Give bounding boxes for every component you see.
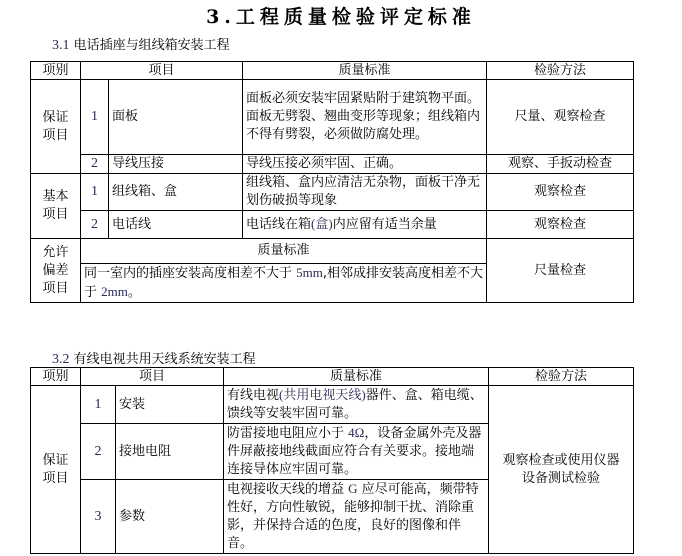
- table-row: [31, 239, 634, 264]
- table-header-row: [31, 368, 634, 386]
- standard-cell: [224, 480, 489, 554]
- standard-text: 电视接收天线的增益: [227, 482, 349, 497]
- method-cell: 尺量、观察检查: [487, 80, 634, 155]
- page-title: 3.工程质量检验评定标准: [206, 6, 476, 28]
- row-number: 3: [81, 480, 116, 554]
- category-cell: 基本项目: [31, 174, 81, 239]
- table-row: [31, 211, 634, 239]
- method-cell: 观察检查: [487, 174, 634, 211]
- category-cell: 保证项目: [31, 386, 81, 554]
- method-cell: 尺量检查: [487, 239, 634, 303]
- standard-cell: [243, 211, 487, 239]
- section-number: 3.2: [52, 352, 70, 367]
- quality-table-catv: [30, 367, 634, 554]
- item-cell: 接地电阻: [116, 424, 224, 480]
- standard-text: 电话线在箱: [246, 217, 312, 232]
- standard-text: ，设备金属外壳及器件屏蔽接地线截面应符合有关要求。接地端连接导体应牢固可靠。: [227, 426, 482, 477]
- row-number: 2: [81, 211, 109, 239]
- standard-cell: [224, 386, 489, 424]
- standard-cell: 导线压接必须牢固、正确。: [243, 155, 487, 174]
- header-category: 项别: [31, 368, 81, 386]
- table-row: [31, 155, 634, 174]
- standard-text: ,相邻成排安装高度相差不大于: [84, 266, 484, 300]
- section-title: 有线电视共用天线系统安装工程: [73, 352, 256, 367]
- row-number: 2: [81, 424, 116, 480]
- row-number: 1: [81, 386, 116, 424]
- header-item: 项目: [81, 62, 243, 80]
- table-header-row: [31, 62, 634, 80]
- row-number: 1: [81, 80, 109, 155]
- header-method: 检验方法: [489, 368, 634, 386]
- standard-text: 应尽可能高，频带特性好，方向性敏锐，能够抑制干扰、消除重影，并保持合适的色度，良好的图像和伴音。: [227, 482, 479, 551]
- standard-text: 。: [127, 285, 141, 300]
- header-category: 项别: [31, 62, 81, 80]
- standard-value: 4Ω: [348, 425, 365, 440]
- row-number: 1: [81, 174, 109, 211]
- standard-cell: 面板必须安装牢固紧贴附于建筑物平面。面板无劈裂、翘曲变形等现象；组线箱内不得有劈裂，必须做防腐处理。: [243, 80, 487, 155]
- standard-text: 内应留有适当余量: [332, 217, 437, 232]
- quality-table-telephone: [30, 61, 634, 303]
- method-cell: 观察检查或使用仪器设备测试检验: [489, 386, 634, 554]
- item-cell: 面板: [109, 80, 243, 155]
- standard-text: 有线电视: [227, 388, 280, 403]
- row-number: 2: [81, 155, 109, 174]
- table-row: [31, 386, 634, 424]
- standard-subheader: 质量标准: [81, 239, 487, 264]
- standard-cell: [81, 264, 487, 303]
- header-method: 检验方法: [487, 62, 634, 80]
- standard-text: 防雷接地电阻应小于: [227, 426, 349, 441]
- section-title: 电话插座与组线箱安装工程: [73, 38, 230, 53]
- category-cell: 允许偏差项目: [31, 239, 81, 303]
- header-item: 项目: [81, 368, 224, 386]
- item-cell: 组线箱、盒: [109, 174, 243, 211]
- section-number: 3.1: [52, 38, 70, 53]
- method-cell: 观察、手扳动检查: [487, 155, 634, 174]
- standard-text: 同一室内的插座安装高度相差不大于: [84, 266, 297, 281]
- standard-value: 2mm: [101, 284, 128, 299]
- header-standard: 质量标准: [224, 368, 489, 386]
- item-cell: 参数: [116, 480, 224, 554]
- category-cell: 保证项目: [31, 80, 81, 174]
- table-row: [31, 174, 634, 211]
- item-cell: 安装: [116, 386, 224, 424]
- method-cell: 观察检查: [487, 211, 634, 239]
- section-heading-3-2: [52, 348, 256, 368]
- standard-paren: (盒): [311, 216, 333, 231]
- header-standard: 质量标准: [243, 62, 487, 80]
- section-heading-3-1: [52, 34, 230, 54]
- item-cell: 导线压接: [109, 155, 243, 174]
- standard-text: 器件、盒、箱电缆、馈线等安装牢固可靠。: [227, 388, 483, 421]
- standard-value: G: [348, 481, 358, 496]
- standard-paren: (共用电视天线): [279, 387, 366, 402]
- table-row: [31, 80, 634, 155]
- standard-cell: [224, 424, 489, 480]
- standard-value: 5mm: [296, 265, 323, 280]
- standard-cell: 组线箱、盒内应清洁无杂物，面板干净无划伤破损等现象: [243, 174, 487, 211]
- item-cell: 电话线: [109, 211, 243, 239]
